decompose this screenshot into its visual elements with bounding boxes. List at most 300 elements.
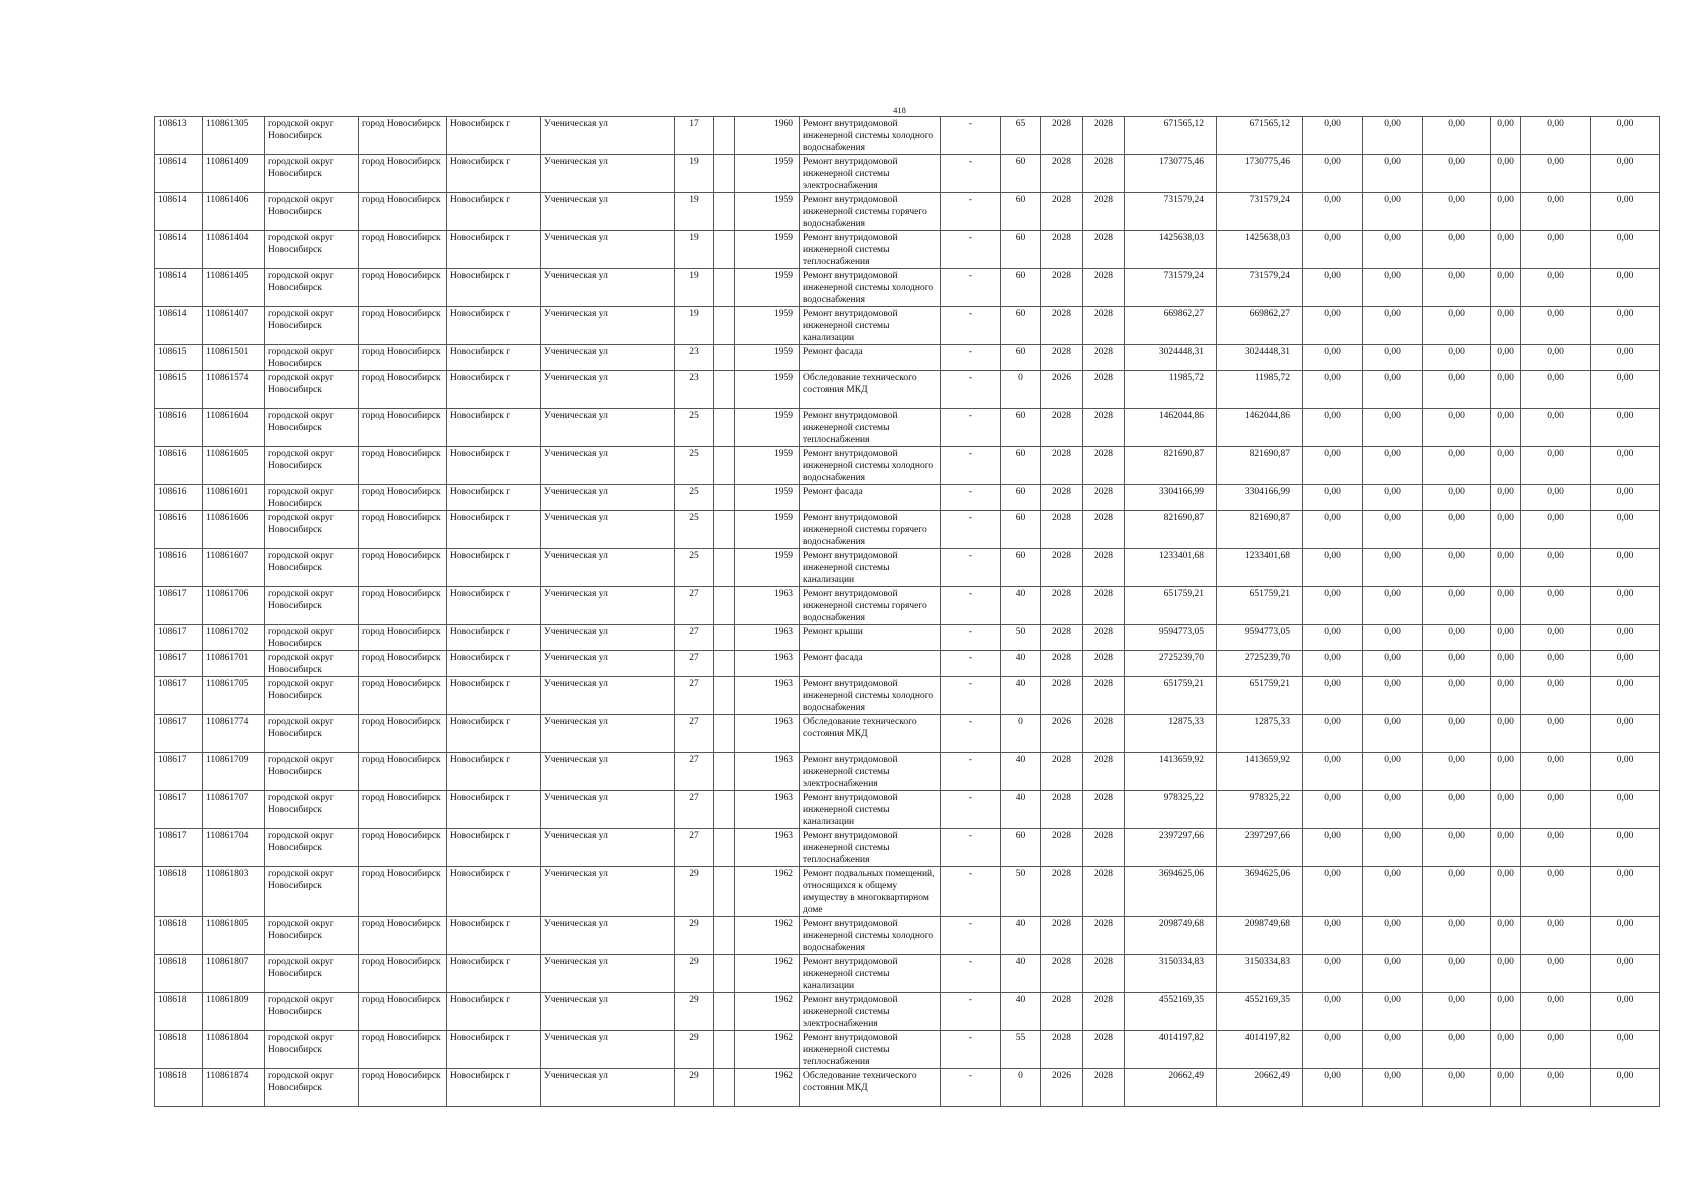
cell-v4: 0,00	[1491, 549, 1521, 587]
table-row	[155, 409, 1660, 447]
cell-v6: 0,00	[1591, 829, 1660, 867]
cell-v1: 0,00	[1303, 1031, 1363, 1069]
cell-building	[714, 155, 735, 193]
cell-v3: 0,00	[1423, 549, 1491, 587]
cell-wear: 60	[1001, 485, 1041, 511]
cell-year: 1959	[735, 371, 800, 409]
table-row	[155, 829, 1660, 867]
cell-cost: 3150334,83	[1125, 955, 1217, 993]
cell-v1: 0,00	[1303, 485, 1363, 511]
cell-total: 11985,72	[1217, 371, 1303, 409]
cell-start: 2028	[1041, 791, 1083, 829]
cell-end: 2028	[1083, 193, 1125, 231]
cell-work: Ремонт внутридомовой инженерной системы холодного водоснабжения	[800, 677, 941, 715]
cell-end: 2028	[1083, 715, 1125, 753]
cell-id: 108613	[155, 117, 203, 155]
cell-v5: 0,00	[1521, 409, 1591, 447]
cell-street: Ученическая ул	[541, 549, 675, 587]
cell-total: 1413659,92	[1217, 753, 1303, 791]
cell-v6: 0,00	[1591, 587, 1660, 625]
cell-city: город Новосибирск	[359, 625, 447, 651]
cell-house: 23	[675, 345, 714, 371]
cell-work: Ремонт крыши	[800, 625, 941, 651]
cell-district: городской округ Новосибирск	[265, 447, 359, 485]
cell-v2: 0,00	[1363, 1069, 1423, 1107]
cell-v6: 0,00	[1591, 549, 1660, 587]
cell-cost: 9594773,05	[1125, 625, 1217, 651]
cell-city: город Новосибирск	[359, 955, 447, 993]
cell-v6: 0,00	[1591, 715, 1660, 753]
cell-v3: 0,00	[1423, 955, 1491, 993]
cell-wear: 40	[1001, 587, 1041, 625]
cell-code: 110861409	[203, 155, 265, 193]
cell-house: 25	[675, 447, 714, 485]
cell-cost: 4014197,82	[1125, 1031, 1217, 1069]
cell-v6: 0,00	[1591, 917, 1660, 955]
cell-v3: 0,00	[1423, 371, 1491, 409]
cell-code: 110861804	[203, 1031, 265, 1069]
cell-start: 2028	[1041, 485, 1083, 511]
cell-code: 110861803	[203, 867, 265, 917]
cell-year: 1963	[735, 651, 800, 677]
cell-city: город Новосибирск	[359, 117, 447, 155]
cell-year: 1959	[735, 485, 800, 511]
cell-cost: 3304166,99	[1125, 485, 1217, 511]
cell-dash: -	[941, 193, 1001, 231]
cell-work: Ремонт внутридомовой инженерной системы электроснабжения	[800, 753, 941, 791]
cell-locality: Новосибирск г	[447, 867, 541, 917]
cell-v4: 0,00	[1491, 409, 1521, 447]
cell-dash: -	[941, 955, 1001, 993]
cell-building	[714, 1069, 735, 1107]
cell-building	[714, 409, 735, 447]
cell-city: город Новосибирск	[359, 511, 447, 549]
cell-v6: 0,00	[1591, 1069, 1660, 1107]
cell-code: 110861601	[203, 485, 265, 511]
cell-v4: 0,00	[1491, 753, 1521, 791]
cell-city: город Новосибирск	[359, 549, 447, 587]
cell-id: 108616	[155, 549, 203, 587]
cell-v3: 0,00	[1423, 587, 1491, 625]
cell-locality: Новосибирск г	[447, 511, 541, 549]
cell-district: городской округ Новосибирск	[265, 155, 359, 193]
cell-dash: -	[941, 269, 1001, 307]
cell-id: 108617	[155, 753, 203, 791]
cell-work: Ремонт внутридомовой инженерной системы холодного водоснабжения	[800, 917, 941, 955]
cell-cost: 11985,72	[1125, 371, 1217, 409]
table-row	[155, 677, 1660, 715]
cell-dash: -	[941, 791, 1001, 829]
cell-v5: 0,00	[1521, 651, 1591, 677]
cell-city: город Новосибирск	[359, 993, 447, 1031]
cell-v1: 0,00	[1303, 155, 1363, 193]
cell-locality: Новосибирск г	[447, 231, 541, 269]
cell-locality: Новосибирск г	[447, 549, 541, 587]
cell-v3: 0,00	[1423, 193, 1491, 231]
cell-work: Ремонт внутридомовой инженерной системы горячего водоснабжения	[800, 193, 941, 231]
cell-district: городской округ Новосибирск	[265, 549, 359, 587]
cell-district: городской округ Новосибирск	[265, 677, 359, 715]
cell-v3: 0,00	[1423, 155, 1491, 193]
cell-end: 2028	[1083, 117, 1125, 155]
cell-v6: 0,00	[1591, 753, 1660, 791]
cell-v3: 0,00	[1423, 651, 1491, 677]
cell-work: Ремонт фасада	[800, 345, 941, 371]
cell-id: 108616	[155, 485, 203, 511]
cell-v1: 0,00	[1303, 791, 1363, 829]
cell-end: 2028	[1083, 867, 1125, 917]
cell-start: 2028	[1041, 155, 1083, 193]
cell-v1: 0,00	[1303, 917, 1363, 955]
cell-v6: 0,00	[1591, 511, 1660, 549]
cell-cost: 20662,49	[1125, 1069, 1217, 1107]
cell-locality: Новосибирск г	[447, 1031, 541, 1069]
cell-id: 108616	[155, 447, 203, 485]
cell-wear: 60	[1001, 269, 1041, 307]
cell-building	[714, 753, 735, 791]
cell-wear: 0	[1001, 1069, 1041, 1107]
cell-locality: Новосибирск г	[447, 155, 541, 193]
cell-v2: 0,00	[1363, 753, 1423, 791]
cell-v3: 0,00	[1423, 269, 1491, 307]
cell-v6: 0,00	[1591, 651, 1660, 677]
cell-city: город Новосибирск	[359, 677, 447, 715]
cell-v2: 0,00	[1363, 791, 1423, 829]
cell-v6: 0,00	[1591, 371, 1660, 409]
cell-work: Ремонт фасада	[800, 485, 941, 511]
cell-city: город Новосибирск	[359, 193, 447, 231]
table-row	[155, 791, 1660, 829]
cell-id: 108617	[155, 651, 203, 677]
cell-id: 108614	[155, 269, 203, 307]
table-row	[155, 307, 1660, 345]
cell-cost: 821690,87	[1125, 447, 1217, 485]
cell-v4: 0,00	[1491, 307, 1521, 345]
cell-code: 110861709	[203, 753, 265, 791]
cell-city: город Новосибирск	[359, 753, 447, 791]
cell-dash: -	[941, 829, 1001, 867]
cell-wear: 65	[1001, 117, 1041, 155]
cell-v1: 0,00	[1303, 117, 1363, 155]
cell-id: 108615	[155, 345, 203, 371]
cell-end: 2028	[1083, 511, 1125, 549]
cell-v4: 0,00	[1491, 791, 1521, 829]
cell-building	[714, 231, 735, 269]
table-row	[155, 625, 1660, 651]
cell-house: 27	[675, 791, 714, 829]
cell-v5: 0,00	[1521, 1031, 1591, 1069]
cell-v6: 0,00	[1591, 867, 1660, 917]
cell-locality: Новосибирск г	[447, 587, 541, 625]
cell-building	[714, 117, 735, 155]
cell-code: 110861607	[203, 549, 265, 587]
cell-total: 821690,87	[1217, 511, 1303, 549]
cell-building	[714, 651, 735, 677]
cell-wear: 40	[1001, 791, 1041, 829]
table-row	[155, 511, 1660, 549]
cell-id: 108616	[155, 409, 203, 447]
cell-v2: 0,00	[1363, 829, 1423, 867]
cell-city: город Новосибирск	[359, 485, 447, 511]
cell-id: 108618	[155, 1069, 203, 1107]
cell-house: 29	[675, 993, 714, 1031]
cell-building	[714, 955, 735, 993]
cell-district: городской округ Новосибирск	[265, 829, 359, 867]
cell-street: Ученическая ул	[541, 651, 675, 677]
cell-city: город Новосибирск	[359, 651, 447, 677]
cell-total: 1462044,86	[1217, 409, 1303, 447]
cell-cost: 12875,33	[1125, 715, 1217, 753]
cell-wear: 60	[1001, 409, 1041, 447]
cell-v4: 0,00	[1491, 231, 1521, 269]
cell-city: город Новосибирск	[359, 867, 447, 917]
cell-street: Ученическая ул	[541, 917, 675, 955]
cell-street: Ученическая ул	[541, 511, 675, 549]
cell-v5: 0,00	[1521, 231, 1591, 269]
cell-end: 2028	[1083, 625, 1125, 651]
cell-dash: -	[941, 155, 1001, 193]
cell-house: 17	[675, 117, 714, 155]
cell-cost: 1730775,46	[1125, 155, 1217, 193]
table-row	[155, 447, 1660, 485]
cell-dash: -	[941, 625, 1001, 651]
cell-street: Ученическая ул	[541, 345, 675, 371]
cell-locality: Новосибирск г	[447, 651, 541, 677]
cell-year: 1959	[735, 231, 800, 269]
cell-work: Обследование технического состояния МКД	[800, 1069, 941, 1107]
cell-building	[714, 307, 735, 345]
cell-v1: 0,00	[1303, 955, 1363, 993]
cell-district: городской округ Новосибирск	[265, 1069, 359, 1107]
cell-city: город Новосибирск	[359, 1069, 447, 1107]
cell-v5: 0,00	[1521, 917, 1591, 955]
cell-v4: 0,00	[1491, 829, 1521, 867]
cell-v2: 0,00	[1363, 715, 1423, 753]
cell-v6: 0,00	[1591, 677, 1660, 715]
cell-year: 1963	[735, 715, 800, 753]
cell-v5: 0,00	[1521, 549, 1591, 587]
cell-id: 108614	[155, 231, 203, 269]
cell-wear: 50	[1001, 867, 1041, 917]
cell-v1: 0,00	[1303, 345, 1363, 371]
cell-house: 29	[675, 917, 714, 955]
cell-locality: Новосибирск г	[447, 269, 541, 307]
cell-locality: Новосибирск г	[447, 829, 541, 867]
cell-work: Ремонт внутридомовой инженерной системы горячего водоснабжения	[800, 511, 941, 549]
cell-start: 2028	[1041, 511, 1083, 549]
cell-house: 19	[675, 269, 714, 307]
cell-total: 3694625,06	[1217, 867, 1303, 917]
cell-locality: Новосибирск г	[447, 791, 541, 829]
cell-code: 110861605	[203, 447, 265, 485]
cell-v3: 0,00	[1423, 625, 1491, 651]
cell-id: 108617	[155, 677, 203, 715]
cell-total: 9594773,05	[1217, 625, 1303, 651]
cell-v4: 0,00	[1491, 1031, 1521, 1069]
cell-building	[714, 677, 735, 715]
cell-work: Ремонт внутридомовой инженерной системы теплоснабжения	[800, 829, 941, 867]
cell-dash: -	[941, 587, 1001, 625]
cell-v4: 0,00	[1491, 715, 1521, 753]
cell-district: городской округ Новосибирск	[265, 371, 359, 409]
cell-dash: -	[941, 993, 1001, 1031]
cell-district: городской округ Новосибирск	[265, 715, 359, 753]
cell-end: 2028	[1083, 587, 1125, 625]
cell-v3: 0,00	[1423, 1031, 1491, 1069]
cell-total: 12875,33	[1217, 715, 1303, 753]
cell-v4: 0,00	[1491, 447, 1521, 485]
cell-street: Ученическая ул	[541, 447, 675, 485]
cell-house: 25	[675, 485, 714, 511]
cell-district: городской округ Новосибирск	[265, 587, 359, 625]
cell-cost: 3024448,31	[1125, 345, 1217, 371]
cell-end: 2028	[1083, 651, 1125, 677]
cell-code: 110861501	[203, 345, 265, 371]
cell-district: городской округ Новосибирск	[265, 625, 359, 651]
cell-v3: 0,00	[1423, 117, 1491, 155]
cell-work: Ремонт внутридомовой инженерной системы холодного водоснабжения	[800, 117, 941, 155]
cell-start: 2028	[1041, 651, 1083, 677]
cell-end: 2028	[1083, 791, 1125, 829]
cell-street: Ученическая ул	[541, 587, 675, 625]
cell-work: Ремонт внутридомовой инженерной системы теплоснабжения	[800, 409, 941, 447]
cell-v2: 0,00	[1363, 117, 1423, 155]
table-row	[155, 345, 1660, 371]
cell-code: 110861606	[203, 511, 265, 549]
cell-city: город Новосибирск	[359, 829, 447, 867]
cell-city: город Новосибирск	[359, 345, 447, 371]
cell-dash: -	[941, 409, 1001, 447]
cell-cost: 731579,24	[1125, 269, 1217, 307]
cell-v5: 0,00	[1521, 193, 1591, 231]
cell-city: город Новосибирск	[359, 791, 447, 829]
cell-city: город Новосибирск	[359, 155, 447, 193]
cell-start: 2028	[1041, 917, 1083, 955]
cell-work: Ремонт внутридомовой инженерной системы канализации	[800, 791, 941, 829]
cell-id: 108618	[155, 867, 203, 917]
cell-cost: 978325,22	[1125, 791, 1217, 829]
cell-year: 1963	[735, 625, 800, 651]
table-row	[155, 715, 1660, 753]
cell-id: 108615	[155, 371, 203, 409]
cell-work: Ремонт внутридомовой инженерной системы канализации	[800, 307, 941, 345]
cell-start: 2028	[1041, 549, 1083, 587]
cell-wear: 60	[1001, 193, 1041, 231]
cell-v4: 0,00	[1491, 587, 1521, 625]
cell-district: городской округ Новосибирск	[265, 307, 359, 345]
cell-total: 651759,21	[1217, 587, 1303, 625]
cell-id: 108617	[155, 587, 203, 625]
cell-year: 1962	[735, 993, 800, 1031]
cell-locality: Новосибирск г	[447, 447, 541, 485]
cell-year: 1962	[735, 955, 800, 993]
cell-street: Ученическая ул	[541, 307, 675, 345]
cell-v5: 0,00	[1521, 625, 1591, 651]
cell-v2: 0,00	[1363, 231, 1423, 269]
cell-v1: 0,00	[1303, 1069, 1363, 1107]
cell-dash: -	[941, 371, 1001, 409]
cell-dash: -	[941, 715, 1001, 753]
cell-city: город Новосибирск	[359, 587, 447, 625]
cell-total: 4552169,35	[1217, 993, 1303, 1031]
table-row	[155, 549, 1660, 587]
cell-id: 108617	[155, 625, 203, 651]
cell-id: 108614	[155, 193, 203, 231]
cell-street: Ученическая ул	[541, 1031, 675, 1069]
cell-building	[714, 917, 735, 955]
cell-street: Ученическая ул	[541, 677, 675, 715]
cell-id: 108618	[155, 917, 203, 955]
cell-total: 1730775,46	[1217, 155, 1303, 193]
cell-locality: Новосибирск г	[447, 715, 541, 753]
cell-district: городской округ Новосибирск	[265, 231, 359, 269]
cell-locality: Новосибирск г	[447, 193, 541, 231]
cell-locality: Новосибирск г	[447, 409, 541, 447]
cell-house: 25	[675, 409, 714, 447]
cell-v3: 0,00	[1423, 677, 1491, 715]
cell-locality: Новосибирск г	[447, 117, 541, 155]
cell-cost: 1462044,86	[1125, 409, 1217, 447]
cell-v2: 0,00	[1363, 587, 1423, 625]
cell-v3: 0,00	[1423, 791, 1491, 829]
cell-end: 2028	[1083, 371, 1125, 409]
cell-v2: 0,00	[1363, 651, 1423, 677]
cell-street: Ученическая ул	[541, 117, 675, 155]
cell-code: 110861705	[203, 677, 265, 715]
cell-street: Ученическая ул	[541, 193, 675, 231]
cell-work: Ремонт подвальных помещений, относящихся к общему имуществу в многоквартирном доме	[800, 867, 941, 917]
cell-v2: 0,00	[1363, 371, 1423, 409]
cell-district: городской округ Новосибирск	[265, 269, 359, 307]
cell-v5: 0,00	[1521, 753, 1591, 791]
cell-v2: 0,00	[1363, 193, 1423, 231]
cell-code: 110861805	[203, 917, 265, 955]
table-row	[155, 753, 1660, 791]
cell-dash: -	[941, 307, 1001, 345]
cell-v3: 0,00	[1423, 231, 1491, 269]
table-row	[155, 231, 1660, 269]
table-row	[155, 587, 1660, 625]
cell-year: 1962	[735, 867, 800, 917]
cell-v1: 0,00	[1303, 269, 1363, 307]
cell-start: 2028	[1041, 193, 1083, 231]
cell-v5: 0,00	[1521, 371, 1591, 409]
cell-code: 110861809	[203, 993, 265, 1031]
cell-locality: Новосибирск г	[447, 993, 541, 1031]
cell-locality: Новосибирск г	[447, 371, 541, 409]
cell-dash: -	[941, 1031, 1001, 1069]
cell-house: 27	[675, 625, 714, 651]
cell-street: Ученическая ул	[541, 1069, 675, 1107]
cell-cost: 4552169,35	[1125, 993, 1217, 1031]
cell-end: 2028	[1083, 549, 1125, 587]
cell-house: 19	[675, 231, 714, 269]
cell-v1: 0,00	[1303, 715, 1363, 753]
cell-work: Ремонт внутридомовой инженерной системы холодного водоснабжения	[800, 447, 941, 485]
cell-v2: 0,00	[1363, 867, 1423, 917]
cell-cost: 1233401,68	[1125, 549, 1217, 587]
cell-dash: -	[941, 447, 1001, 485]
cell-v5: 0,00	[1521, 485, 1591, 511]
cell-city: город Новосибирск	[359, 409, 447, 447]
cell-start: 2028	[1041, 625, 1083, 651]
cell-building	[714, 447, 735, 485]
cell-id: 108618	[155, 955, 203, 993]
cell-start: 2028	[1041, 409, 1083, 447]
cell-v6: 0,00	[1591, 193, 1660, 231]
cell-street: Ученическая ул	[541, 715, 675, 753]
cell-v2: 0,00	[1363, 155, 1423, 193]
